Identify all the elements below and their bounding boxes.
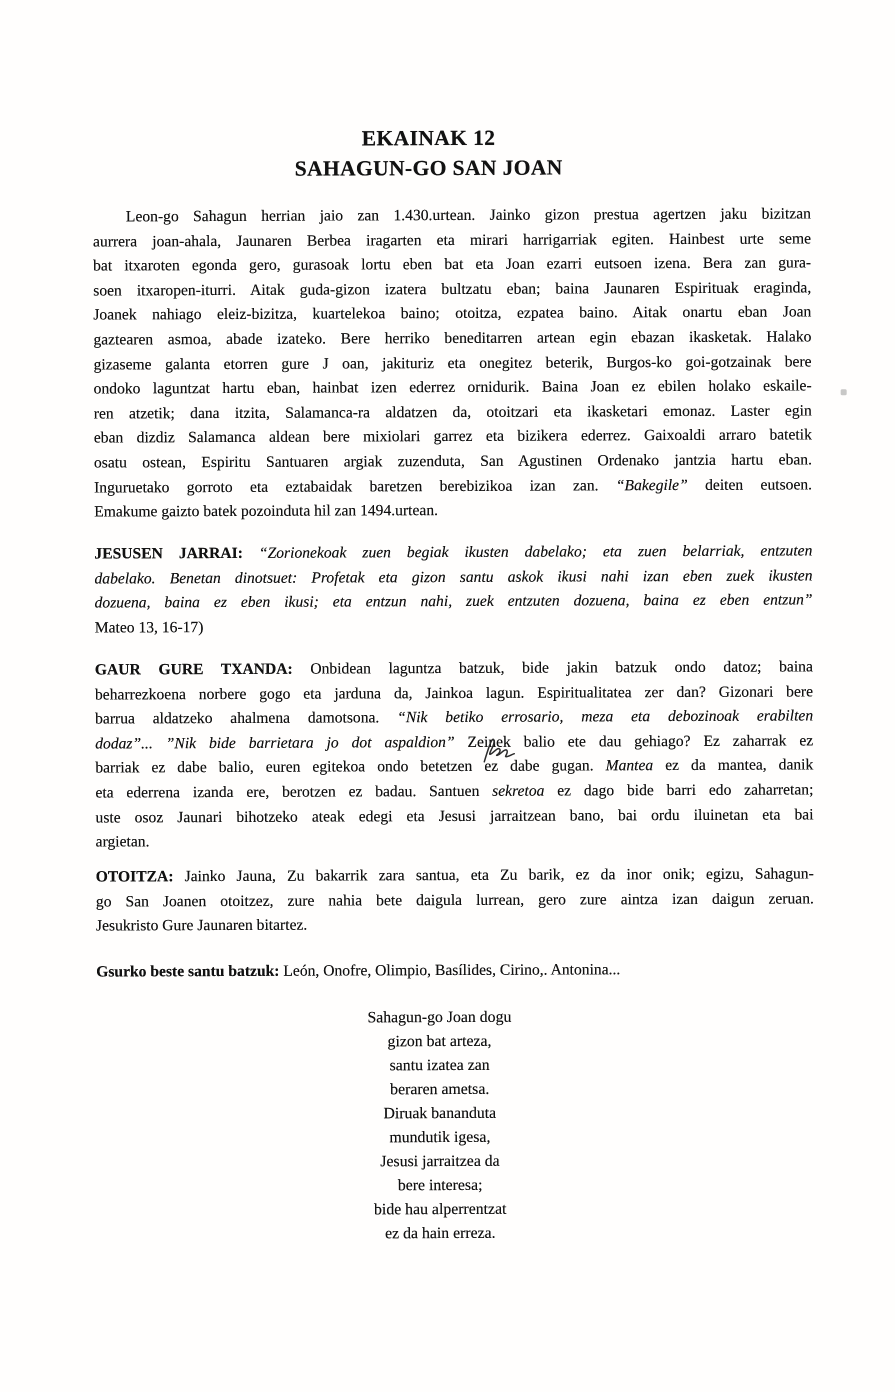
section-gaur-gure-txanda <box>95 655 814 855</box>
poem <box>89 1005 790 1248</box>
text-run: Emakume gaizto batek pozoinduta hil zan 1494.urtean. <box>94 502 439 521</box>
text-run: deiten eutsoen. <box>687 475 813 494</box>
text-run: soen itxaropen-iturri. Aitak guda-gizon izatera bultzatu eban; baina Jaunaren Espirituak eraginda, <box>93 279 812 300</box>
text-run: GAUR GURE TXANDA: <box>94 660 311 679</box>
text-line <box>95 754 813 782</box>
text-run: Sahagun-go Joan dogu <box>367 1008 512 1027</box>
text-line <box>90 1053 790 1080</box>
text-line <box>95 655 813 683</box>
text-run: beraren ametsa. <box>390 1080 490 1099</box>
text-line <box>94 539 812 567</box>
text-run: ren atzetik; dana itzita, Salamanca-ra aldatzen da, otoitzari eta ikasketari emonaz. Laster egin <box>93 402 812 423</box>
text-run: “Bakegile” <box>615 476 688 494</box>
heading-date-line: EKAINAK 12 <box>361 125 496 151</box>
text-line <box>93 276 811 304</box>
text-line <box>94 473 812 501</box>
text-run: bere interesa; <box>397 1176 483 1195</box>
text-line <box>96 828 814 856</box>
text-run: gizaseme galanta etorren gure J oan, jakituriz eta onegitez beterik, Burgos-ko goi-gotzainak bere <box>93 352 812 374</box>
text-run: gaztearen asmoa, abade izateko. Bere herriko beneditarren artean egin ebazan ikasketak. Halako <box>93 328 812 349</box>
text-run: Diruak bananduta <box>383 1104 497 1123</box>
text-run: beharrezkoena norbere gogo eta jarduna da, Jainkoa lagun. Espiritualitatea zer dan? Gizonari bere <box>94 682 814 704</box>
text-line <box>90 1221 790 1248</box>
text-run: Jesusi jarraitzea da <box>380 1152 500 1171</box>
text-line <box>95 589 813 617</box>
text-run: “Nik betiko errosario, meza eta debozinoak erabilten <box>397 707 814 727</box>
text-line <box>96 957 814 985</box>
text-line <box>94 564 812 592</box>
text-run: dodaz”... ”Nik bide barrietara jo dot aspaldion” <box>95 733 468 753</box>
handwritten-scribble-icon <box>480 734 518 766</box>
text-line <box>93 227 811 255</box>
text-line <box>93 202 811 230</box>
text-run: dozuena, baina ez eben ikusi; eta entzun nahi, zuek entzuten dozuena, baina ez eben entzun” <box>94 591 813 612</box>
text-line <box>95 803 813 831</box>
text-run: ondoko laguntzat hartu eban, hainbat izen ederrez ornidurik. Baina Joan ez ebilen holako eskaile- <box>93 377 812 398</box>
text-line <box>96 862 814 890</box>
text-run: Leon-go Sahagun herrian jaio zan 1.430.urtean. Jainko gizon prestua agertzen jaku bizitzan <box>125 205 811 226</box>
other-saints-line <box>96 957 814 985</box>
text-run: “Zorionekoak zuen begiak ikusten dabelako; eta zuen belarriak, entzuten <box>258 542 813 562</box>
text-run: ez dago bide barri edo zaharretan; <box>544 781 814 800</box>
text-run: Mateo 13, 16-17) <box>94 618 204 637</box>
text-run: uste osoz Jaunari bihotzeko ateak edegi eta Jesusi jarraitzean bano, bai ordu iluinetan eta bai <box>95 805 814 827</box>
text-line <box>94 498 812 526</box>
text-line <box>96 912 814 940</box>
text-run: OTOITZA: <box>95 868 185 886</box>
page-heading <box>69 122 789 185</box>
text-run: Jesukristo Gure Jaunaren bitartez. <box>95 916 308 935</box>
text-run: sekretoa <box>492 782 545 800</box>
text-run: León, Onofre, Olimpio, Basílides, Cirino,. Antonina... <box>283 961 621 980</box>
text-run: aurrera joan-ahala, Jaunaren Berbea iragarten eta mirari harrigarriak egiten. Hainbest urte seme <box>92 230 812 251</box>
text-run: JESUSEN JARRAI: <box>94 544 259 563</box>
text-run: bat itxaroten egonda gero, gurasoak lortu eben bat eta Joan ezarri eutsoen izena. Bera zan gura- <box>93 254 812 275</box>
text-run: Jainko Jauna, Zu bakarrik zara santua, eta Zu barik, ez da inor onik; egizu, Sahagun- <box>184 865 814 886</box>
text-line <box>94 424 812 452</box>
text-line <box>89 1005 789 1032</box>
text-line <box>95 729 813 757</box>
text-line <box>93 325 811 353</box>
text-line <box>90 1077 790 1104</box>
text-line <box>94 375 812 403</box>
text-line <box>89 1029 789 1056</box>
text-line <box>95 613 813 641</box>
biography-paragraph <box>93 202 812 525</box>
text-line <box>94 350 812 378</box>
text-run: ez da mantea, danik <box>653 756 814 775</box>
scan-speck-artifact <box>841 389 847 395</box>
text-run: eban dizdiz Salamanca aldean bere mixiolari garrez eta bizikera ederrez. Gaixoaldi arraro batetik <box>93 426 812 447</box>
text-run: Onbidean laguntza batzuk, bide jakin batzuk ondo datoz; baina <box>310 658 813 678</box>
text-run: bide hau alperrentzat <box>373 1200 507 1219</box>
text-line <box>95 680 813 708</box>
text-line <box>96 887 814 915</box>
text-line <box>90 1197 790 1224</box>
text-run: argietan. <box>95 833 150 851</box>
text-line <box>94 448 812 476</box>
text-run: Joanek nahiago eleiz-bizitza, kuartelekoa baino; otoitza, ezpatea baino. Aitak onartu eban Joan <box>93 303 812 324</box>
text-run: Gsurko beste santu batzuk: <box>96 962 284 981</box>
text-line <box>94 399 812 427</box>
text-run: santu izatea zan <box>389 1056 490 1075</box>
text-line <box>90 1173 790 1200</box>
text-run: ez da hain erreza. <box>385 1224 496 1243</box>
text-run: mundutik igesa, <box>389 1128 491 1147</box>
text-line <box>90 1125 790 1152</box>
text-run: osatu ostean, Espiritu Santuaren argiak zuzenduta, San Agustinen Ordenako jantzia hartu eban. <box>93 451 813 472</box>
text-run: eta ederrena izanda ere, berotzen ez badau. Santuen <box>95 782 493 802</box>
text-line <box>93 252 811 280</box>
section-jesusen-jarrai <box>94 539 812 641</box>
text-run: dabelako. Benetan dinotsuet: Profetak eta gizon santu askok ikusi nahi izan eben zuek ikusten <box>94 567 813 588</box>
text-line <box>90 1149 790 1176</box>
text-run: Mantea <box>605 757 654 775</box>
text-line <box>95 705 813 733</box>
text-run: barriak ez dabe balio, euren egitekoa ondo betetzen ez dabe gugan. <box>95 757 606 777</box>
section-otoitza <box>96 862 814 939</box>
text-run: Zeinek balio ete dau gehiago? Ez zaharrak ez <box>467 732 814 751</box>
text-run: go San Joanen otoitzez, zure nahia bete daigula lurrean, gero zure aintza izan daigun zeruan. <box>95 889 814 911</box>
heading-saint-line: SAHAGUN-GO SAN JOAN <box>294 155 563 181</box>
text-run: Inguruetako gorroto eta eztabaidak baretzen berebizikoa izan zan. <box>94 476 616 497</box>
text-line <box>93 301 811 329</box>
text-run: gizon bat arteza, <box>387 1032 492 1051</box>
text-line <box>90 1101 790 1128</box>
text-run: barrua aldatzeko ahalmena damotsona. <box>95 709 398 728</box>
text-line <box>95 778 813 806</box>
